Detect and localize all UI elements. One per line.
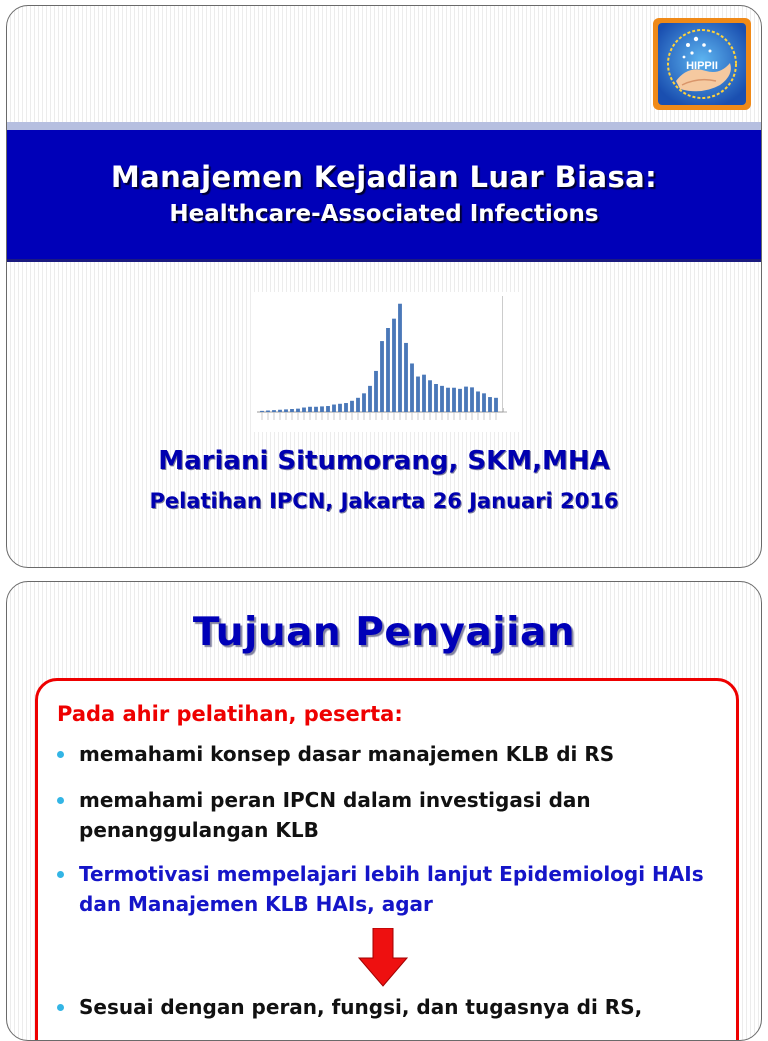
down-arrow-icon: [357, 928, 409, 988]
chart-bar: [494, 398, 498, 412]
presenter-name: Mariani Situmorang, SKM,MHA: [158, 446, 610, 476]
chart-bar: [314, 407, 318, 412]
bullet-dot-icon: [57, 1004, 64, 1011]
bullet-item: memahami konsep dasar manajemen KLB di RS: [57, 739, 717, 769]
objectives-title: Tujuan Penyajian: [192, 610, 576, 655]
chart-bar: [326, 406, 330, 412]
chart-bar: [410, 363, 414, 412]
chart-bar: [386, 328, 390, 412]
title-slide: [6, 5, 762, 568]
objectives-intro: Pada ahir pelatihan, peserta:: [57, 702, 403, 726]
slide-title: Manajemen Kejadian Luar Biasa:: [110, 160, 658, 194]
chart-bar: [380, 341, 384, 412]
chart-bar: [308, 407, 312, 412]
chart-bar: [374, 371, 378, 412]
chart-bar: [434, 384, 438, 412]
chart-bar: [416, 377, 420, 412]
chart-bar: [452, 388, 456, 412]
chart-bar: [404, 343, 408, 412]
chart-bar: [278, 410, 282, 412]
hippii-emblem-icon: [658, 23, 746, 105]
chart-bar: [470, 387, 474, 412]
bullet-item: Sesuai dengan peran, fungsi, dan tugasnya di RS,: [57, 992, 717, 1022]
chart-bar: [368, 386, 372, 412]
chart-bar: [266, 411, 270, 412]
chart-bar: [320, 406, 324, 412]
chart-bar: [290, 409, 294, 412]
epidemic-curve-chart: [253, 292, 521, 432]
chart-bar: [260, 411, 264, 412]
chart-bar: [422, 375, 426, 412]
slide-subtitle: Healthcare-Associated Infections: [169, 201, 599, 227]
chart-bar: [464, 387, 468, 412]
event-info: Pelatihan IPCN, Jakarta 26 Januari 2016: [149, 489, 619, 513]
chart-bar: [356, 398, 360, 412]
chart-bar: [482, 393, 486, 412]
chart-bar: [476, 391, 480, 412]
chart-bar: [302, 408, 306, 412]
logo-text: HIPPII: [686, 60, 718, 72]
bullet-item-highlight: Termotivasi mempelajari lebih lanjut Epidemiologi HAIs dan Manajemen KLB HAIs, agar: [57, 859, 717, 919]
chart-bar: [458, 389, 462, 412]
chart-bar: [398, 304, 402, 412]
objectives-slide: [6, 581, 762, 1041]
bullet-item: memahami peran IPCN dalam investigasi dan penanggulangan KLB: [57, 785, 717, 845]
bullet-dot-icon: [57, 797, 64, 804]
chart-bar: [296, 409, 300, 412]
chart-bar: [272, 410, 276, 412]
bullet-dot-icon: [57, 751, 64, 758]
chart-bar: [332, 405, 336, 412]
chart-bar: [362, 393, 366, 412]
chart-bar: [350, 401, 354, 412]
chart-bar: [344, 403, 348, 412]
hippii-logo: [653, 18, 751, 110]
chart-bar: [428, 380, 432, 412]
chart-bar: [392, 319, 396, 412]
chart-bar: [440, 386, 444, 412]
chart-bar: [488, 397, 492, 412]
chart-bar: [284, 409, 288, 412]
epidemic-curve-svg: [253, 292, 521, 432]
chart-bar: [338, 404, 342, 412]
chart-bar: [446, 388, 450, 412]
bullet-dot-icon: [57, 871, 64, 878]
title-band: [7, 130, 761, 262]
